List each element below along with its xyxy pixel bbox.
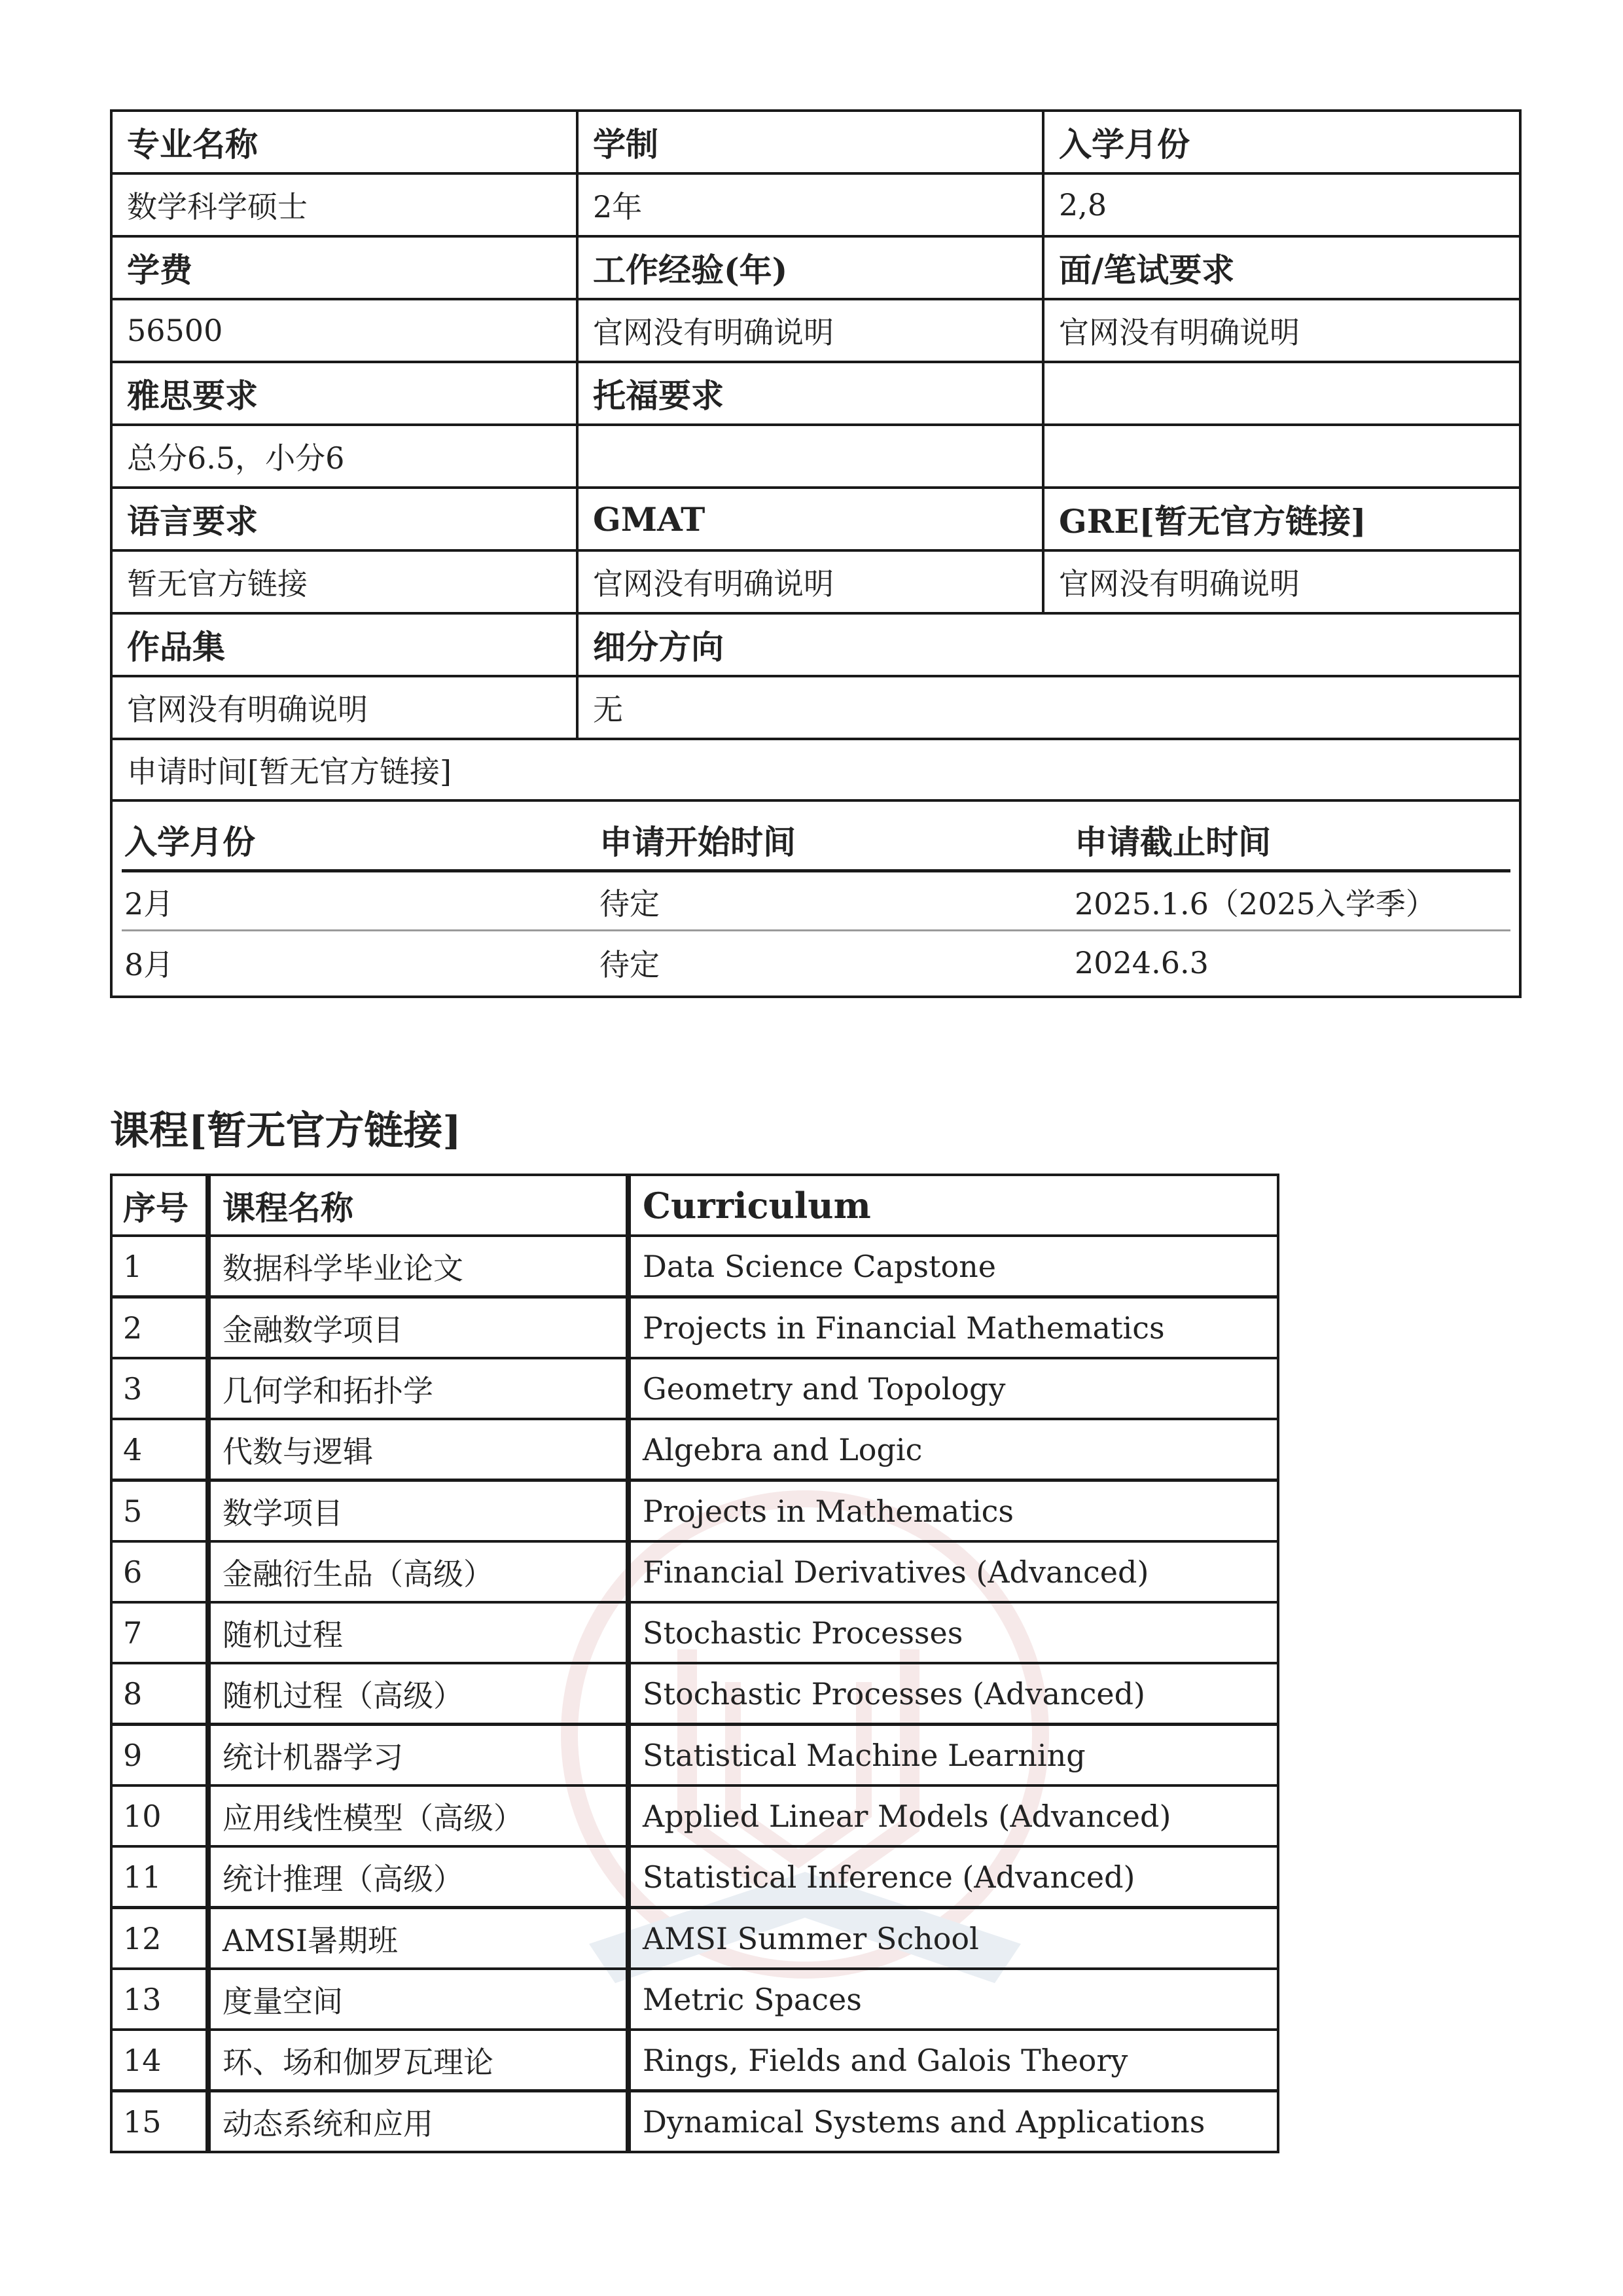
info-value-cell [576,423,1044,489]
course-curriculum-cell: Statistical Inference (Advanced) [626,1845,1279,1909]
course-curriculum-cell: Metric Spaces [626,1967,1279,2031]
info-value-cell: 总分6.5，小分6 [110,423,579,489]
course-curriculum-cell: Rings, Fields and Galois Theory [626,2028,1279,2092]
course-name-cell: 应用线性模型（高级） [205,1784,631,1848]
course-curriculum-cell: Projects in Financial Mathematics [626,1296,1279,1359]
info-value-cell: 官网没有明确说明 [576,298,1044,363]
info-header-cell: 专业名称 [110,109,579,175]
course-name-cell: 统计机器学习 [205,1723,631,1787]
apply-cell: 8月 [124,947,174,982]
course-name-cell: 随机过程 [205,1601,631,1664]
course-index-cell: 14 [110,2028,211,2092]
course-curriculum-cell: Stochastic Processes (Advanced) [626,1662,1279,1725]
info-value-cell: 官网没有明确说明 [1042,549,1522,615]
info-value-cell: 官网没有明确说明 [1042,298,1522,363]
info-header-cell: 学费 [110,235,579,300]
info-header-cell: 工作经验(年) [576,235,1044,300]
course-name-cell: 数学项目 [205,1479,631,1543]
info-header-cell [1042,361,1522,426]
course-index-cell: 2 [110,1296,211,1359]
apply-header: 申请开始时间 [599,823,796,861]
course-header-cell: Curriculum [626,1174,1279,1237]
apply-cell: 待定 [599,886,660,922]
info-header-cell: GRE[暂无官方链接] [1042,486,1522,552]
course-curriculum-cell: Stochastic Processes [626,1601,1279,1664]
course-curriculum-cell: Applied Linear Models (Advanced) [626,1784,1279,1848]
course-curriculum-cell: AMSI Summer School [626,1907,1279,1970]
course-name-cell: 环、场和伽罗瓦理论 [205,2028,631,2092]
apply-row-rule [122,929,1510,931]
course-curriculum-cell: Data Science Capstone [626,1234,1279,1298]
course-index-cell: 7 [110,1601,211,1664]
course-curriculum-cell: Projects in Mathematics [626,1479,1279,1543]
apply-cell: 2024.6.3 [1075,945,1209,980]
info-value-cell: 2年 [576,172,1044,238]
course-index-cell: 8 [110,1662,211,1725]
info-header-cell: 细分方向 [576,612,1522,677]
info-header-cell: 学制 [576,109,1044,175]
info-header-cell: GMAT [576,486,1044,552]
course-index-cell: 11 [110,1845,211,1909]
course-name-cell: 几何学和拓扑学 [205,1357,631,1420]
info-value-cell: 56500 [110,298,579,363]
apply-header: 申请截止时间 [1075,823,1271,861]
course-name-cell: 度量空间 [205,1967,631,2031]
course-name-cell: 统计推理（高级） [205,1845,631,1909]
course-header-cell: 序号 [110,1174,211,1237]
course-name-cell: 代数与逻辑 [205,1418,631,1481]
course-index-cell: 15 [110,2090,211,2153]
course-name-cell: 数据科学毕业论文 [205,1234,631,1298]
apply-cell: 2025.1.6（2025入学季） [1075,886,1436,922]
course-index-cell: 10 [110,1784,211,1848]
apply-header-rule [122,869,1510,872]
info-header-cell: 作品集 [110,612,579,677]
info-header-cell: 面/笔试要求 [1042,235,1522,300]
course-name-cell: 金融数学项目 [205,1296,631,1359]
info-value-cell: 官网没有明确说明 [576,549,1044,615]
course-index-cell: 5 [110,1479,211,1543]
info-value-cell: 无 [576,675,1522,740]
course-name-cell: AMSI暑期班 [205,1907,631,1970]
course-section-title: 课程[暂无官方链接] [110,1108,461,1154]
apply-cell: 2月 [124,886,174,922]
course-name-cell: 动态系统和应用 [205,2090,631,2153]
info-header-cell: 托福要求 [576,361,1044,426]
course-header-cell: 课程名称 [205,1174,631,1237]
info-value-cell: 数学科学硕士 [110,172,579,238]
info-header-cell: 入学月份 [1042,109,1522,175]
info-value-cell [1042,423,1522,489]
course-index-cell: 3 [110,1357,211,1420]
info-value-cell: 暂无官方链接 [110,549,579,615]
course-name-cell: 随机过程（高级） [205,1662,631,1725]
course-index-cell: 4 [110,1418,211,1481]
course-index-cell: 1 [110,1234,211,1298]
info-value-cell: 2,8 [1042,172,1522,238]
apply-time-label: 申请时间[暂无官方链接] [110,738,1522,802]
course-curriculum-cell: Algebra and Logic [626,1418,1279,1481]
info-value-cell: 官网没有明确说明 [110,675,579,740]
apply-cell: 待定 [599,947,660,982]
course-index-cell: 13 [110,1967,211,2031]
apply-header: 入学月份 [124,823,255,861]
course-curriculum-cell: Statistical Machine Learning [626,1723,1279,1787]
course-curriculum-cell: Dynamical Systems and Applications [626,2090,1279,2153]
info-header-cell: 雅思要求 [110,361,579,426]
course-curriculum-cell: Financial Derivatives (Advanced) [626,1540,1279,1604]
course-index-cell: 12 [110,1907,211,1970]
course-curriculum-cell: Geometry and Topology [626,1357,1279,1420]
course-index-cell: 6 [110,1540,211,1604]
course-index-cell: 9 [110,1723,211,1787]
info-header-cell: 语言要求 [110,486,579,552]
course-name-cell: 金融衍生品（高级） [205,1540,631,1604]
